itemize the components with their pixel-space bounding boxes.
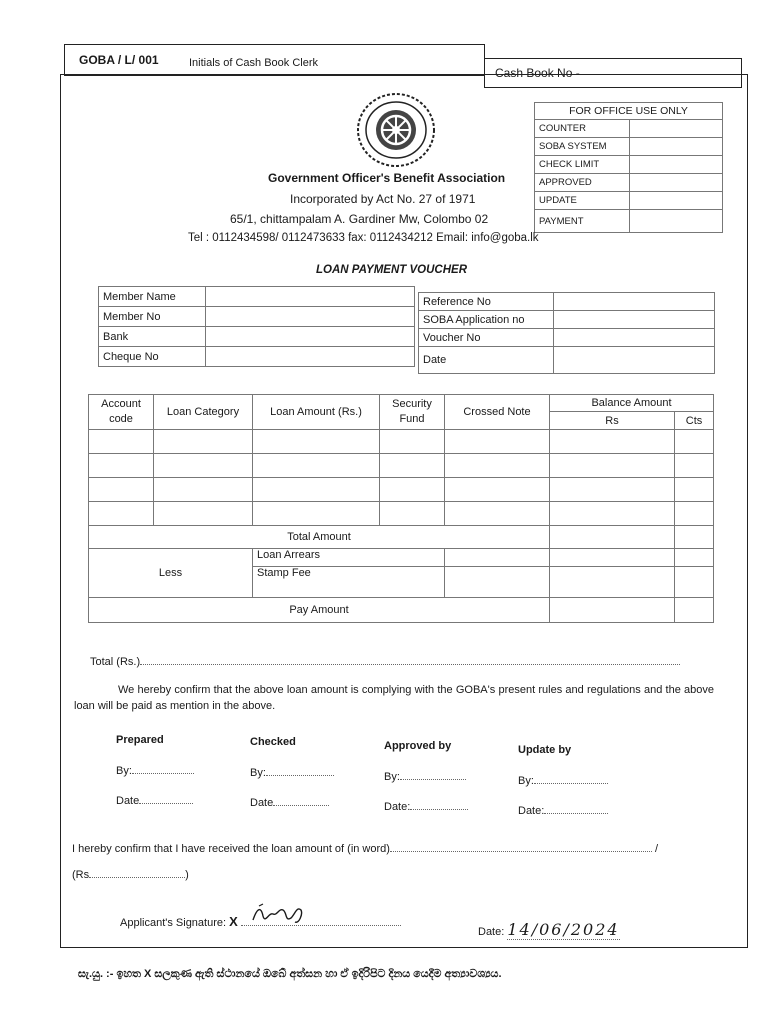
reference-no-value[interactable]	[554, 293, 715, 311]
member-field-label: Cheque No	[99, 347, 206, 367]
member-field-label: Member No	[99, 307, 206, 327]
signoff-date[interactable]	[116, 794, 193, 807]
ref-field-label: Date	[419, 347, 554, 374]
date-value-cell[interactable]	[554, 347, 715, 374]
member-table	[98, 286, 415, 367]
office-use-title: FOR OFFICE USE ONLY	[535, 103, 723, 120]
goba-emblem	[352, 92, 440, 168]
office-use-box	[534, 102, 723, 233]
office-use-row: COUNTER	[535, 120, 630, 138]
org-address: 65/1, chittampalam A. Gardiner Mw, Colombo 02	[230, 212, 489, 226]
loan-table	[88, 394, 714, 623]
office-use-row: SOBA SYSTEM	[535, 138, 630, 156]
signoff-date-label: Date	[116, 795, 140, 807]
table-row	[89, 454, 714, 478]
signoff-by-label: By:	[384, 771, 400, 783]
office-use-row: PAYMENT	[535, 210, 630, 233]
member-details	[98, 286, 415, 367]
applicant-signature[interactable]	[120, 914, 401, 929]
initials-box	[177, 44, 485, 76]
col-rs: Rs	[550, 412, 675, 430]
total-rs-label: Total (Rs.)	[90, 656, 141, 668]
pay-amount-label: Pay Amount	[89, 598, 550, 623]
signoff-by[interactable]	[250, 766, 334, 779]
loan-arrears-label: Loan Arrears	[253, 549, 445, 567]
signoff-date[interactable]	[250, 796, 329, 809]
handwritten-signature	[249, 902, 309, 928]
org-name: Government Officer's Benefit Association	[268, 171, 506, 185]
signoff-by[interactable]	[116, 764, 194, 777]
signoff-title: Checked	[250, 736, 296, 748]
office-use-row: APPROVED	[535, 174, 630, 192]
signoff-date-label: Date	[250, 797, 274, 809]
confirmation-text: We hereby confirm that the above loan amount is complying with the GOBA's present rules and regulations and the above loan will be paid as mention in the above.	[74, 684, 714, 712]
col-cts: Cts	[675, 412, 714, 430]
office-use-row: UPDATE	[535, 192, 630, 210]
footnote: සැ.යු. :- ඉහත X සලකුණ ඇති ස්ථානයේ ඔබේ අත්සන හා ඒ ඉදිරිපිට දිනය යෙදීම අත්‍යාවශ්‍යය.	[78, 968, 502, 980]
signoff-by[interactable]	[384, 770, 466, 783]
page-title: LOAN PAYMENT VOUCHER	[316, 264, 467, 276]
col-loan-amount: Loan Amount (Rs.)	[253, 395, 380, 430]
bank-value[interactable]	[206, 327, 415, 347]
rs-label: (Rs	[72, 869, 90, 881]
loan-table-wrap	[88, 394, 714, 623]
signoff-by-label: By:	[250, 767, 266, 779]
table-row	[89, 478, 714, 502]
signoff-date[interactable]	[384, 800, 468, 813]
applicant-signature-label: Applicant's Signature:	[120, 917, 227, 929]
rs-line[interactable]: (Rs )	[72, 869, 189, 881]
org-contact: Tel : 0112434598/ 0112473633 fax: 0112434212 Email: info@goba.lk	[188, 232, 539, 244]
ref-field-label: Voucher No	[419, 329, 554, 347]
total-rs-line	[90, 654, 690, 668]
col-security-fund: Security Fund	[380, 395, 445, 430]
form-code: GOBA / L/ 001	[79, 53, 159, 67]
table-row	[89, 430, 714, 454]
receipt-label: I hereby confirm that I have received the loan amount of (in word)	[72, 843, 390, 855]
voucher-no-value[interactable]	[554, 329, 715, 347]
receipt-line[interactable]: I hereby confirm that I have received the loan amount of (in word) /	[72, 843, 659, 855]
soba-application-value[interactable]	[554, 311, 715, 329]
form-code-box	[64, 44, 178, 76]
signoff-by-label: By:	[116, 765, 132, 777]
initials-label: Initials of Cash Book Clerk	[189, 57, 318, 69]
reference-details	[418, 292, 715, 374]
cheque-no-value[interactable]	[206, 347, 415, 367]
ref-field-label: Reference No	[419, 293, 554, 311]
col-loan-category: Loan Category	[154, 395, 253, 430]
office-use-table	[534, 102, 723, 233]
signoff-title: Approved by	[384, 740, 452, 752]
stamp-fee-label: Stamp Fee	[253, 567, 445, 598]
col-balance-amount: Balance Amount	[550, 395, 714, 412]
signoff-by-label: By:	[518, 775, 534, 787]
member-field-label: Bank	[99, 327, 206, 347]
signature-x-mark: X	[229, 914, 238, 929]
signoff-title: Prepared	[116, 734, 164, 746]
member-no-value[interactable]	[206, 307, 415, 327]
total-amount-label: Total Amount	[89, 526, 550, 549]
member-field-label: Member Name	[99, 287, 206, 307]
signature-date-value: 14/06/2024	[507, 920, 620, 939]
cash-book-label: Cash Book No -	[495, 66, 580, 80]
signoff-date[interactable]	[518, 804, 608, 817]
signoff-date-label: Date:	[518, 805, 545, 817]
signoff-by[interactable]	[518, 774, 608, 787]
org-incorporated: Incorporated by Act No. 27 of 1971	[290, 192, 476, 206]
table-row	[89, 502, 714, 526]
member-name-value[interactable]	[206, 287, 415, 307]
signoff-title: Update by	[518, 744, 572, 756]
col-crossed-note: Crossed Note	[445, 395, 550, 430]
signature-date[interactable]	[478, 920, 620, 939]
ref-field-label: SOBA Application no	[419, 311, 554, 329]
office-use-row: CHECK LIMIT	[535, 156, 630, 174]
less-label: Less	[89, 549, 253, 598]
signature-date-label: Date:	[478, 926, 505, 938]
signoff-date-label: Date:	[384, 801, 411, 813]
reference-table	[418, 292, 715, 374]
col-account-code: Account code	[89, 395, 154, 430]
